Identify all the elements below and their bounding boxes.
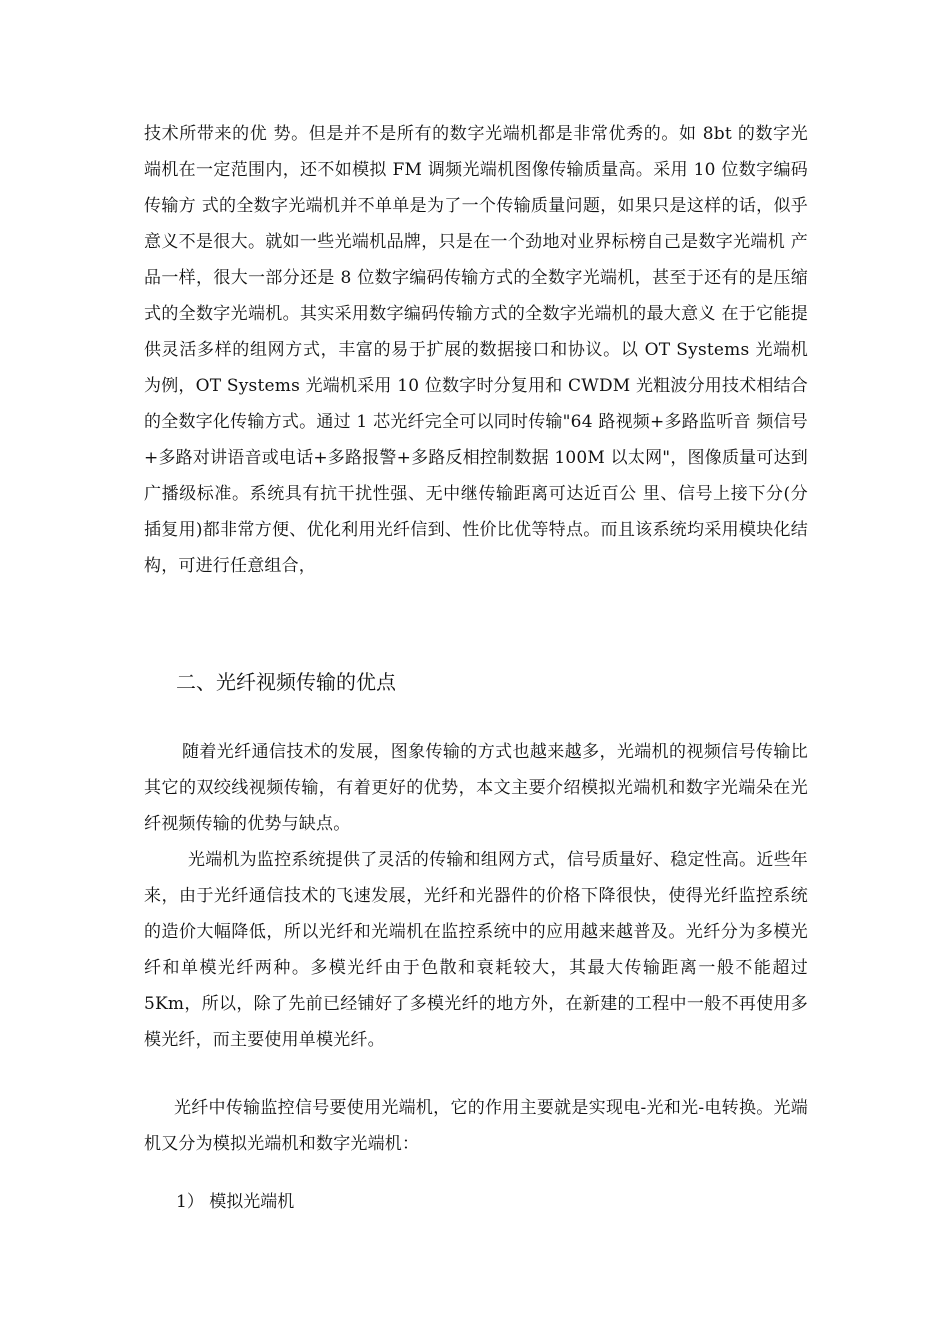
section-heading-advantages: 二、光纤视频传输的优点 (176, 670, 396, 694)
body-paragraph-intro: 随着光纤通信技术的发展，图象传输的方式也越来越多，光端机的视频信号传输比其它的双绞线视频传输，有着更好的优势，本文主要介绍模拟光端机和数字光端朵在光纤视频传输的优势与缺点。 (144, 742, 808, 834)
body-paragraph-monitoring-systems: 光端机为监控系统提供了灵活的传输和组网方式，信号质量好、稳定性高。近些年来，由于光纤通信技术的飞速发展，光纤和光器件的价格下降很快，使得光纤监控系统的造价大幅降低，所以光纤和光端机在监控系统中的应用越来越普及。光纤分为多模光纤和单模光纤两种。多模光纤由于色散和衰耗较大，其最大传输距离一般不能超过 5Km，所以，除了先前已经铺好了多模光纤的地方外，在新建的工程中一般不再使用多模光纤，而主要使用单模光纤。 (144, 850, 808, 1050)
list-item-analog-transceiver: 1） 模拟光端机 (176, 1192, 295, 1212)
body-paragraph-digital-optical-transceiver: 技术所带来的优 势。但是并不是所有的数字光端机都是非常优秀的。如 8bt 的数字光端机在一定范围内，还不如模拟 FM 调频光端机图像传输质量高。采用 10 位数字编码传输方 式的全数字光端机并不单单是为了一个传输质量问题，如果只是这样的话，似乎意义不是很大。就如一些光端机品牌，只是在一个劲地对业界标榜自己是数字光端机 产品一样，很大一部分还是 8 位数字编码传输方式的全数字光端机，甚至于还有的是压缩式的全数字光端机。其实采用数字编码传输方式的全数字光端机的最大意义 在于它能提供灵活多样的组网方式，丰富的易于扩展的数据接口和协议。以 OT Systems 光端机为例，OT Systems 光端机采用 10 位数字时分复用和 CWDM 光粗波分用技术相结合的全数字化传输方式。通过 1 芯光纤完全可以同时传输"64 路视频+多路监听音 频信号+多路对讲语音或电话+多路报警+多路反相控制数据 100M 以太网"，图像质量可达到广播级标准。系统具有抗干扰性强、无中继传输距离可达近百公 里、信号上接下分(分插复用)都非常方便、优化利用光纤信到、性价比优等特点。而且该系统均采用模块化结构，可进行任意组合， (144, 124, 808, 576)
body-paragraph-conversion: 光纤中传输监控信号要使用光端机，它的作用主要就是实现电-光和光-电转换。光端机又分为模拟光端机和数字光端机： (144, 1098, 808, 1154)
